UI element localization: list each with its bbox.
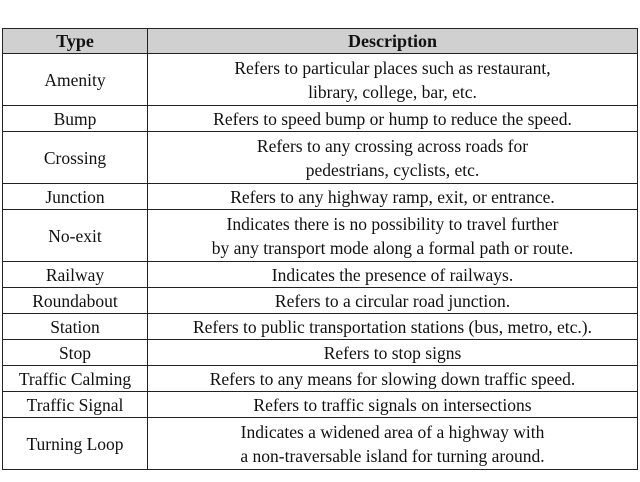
type-cell: Traffic Calming xyxy=(3,366,148,392)
description-cell xyxy=(148,392,638,418)
table-row xyxy=(3,340,638,366)
description-cell xyxy=(148,262,638,288)
table-row xyxy=(3,418,638,470)
header-description: Description xyxy=(148,29,638,54)
description-cell xyxy=(148,184,638,210)
header-type: Type xyxy=(3,29,148,54)
type-cell: Junction xyxy=(3,184,148,210)
description-cell xyxy=(148,106,638,132)
description-line: Refers to any highway ramp, exit, or entrance. xyxy=(230,186,555,207)
description-line: by any transport mode along a formal path or route. xyxy=(211,237,574,258)
type-cell: Railway xyxy=(3,262,148,288)
description-cell xyxy=(148,54,638,106)
description-cell xyxy=(148,210,638,262)
feature-type-table xyxy=(2,28,638,470)
description-line: Refers to speed bump or hump to reduce the speed. xyxy=(213,108,572,129)
type-cell: Crossing xyxy=(3,132,148,184)
description-cell xyxy=(148,366,638,392)
table-row xyxy=(3,288,638,314)
type-cell: Station xyxy=(3,314,148,340)
description-line: Refers to traffic signals on intersections xyxy=(253,394,532,415)
description-cell xyxy=(148,132,638,184)
table-row xyxy=(3,366,638,392)
description-line: pedestrians, cyclists, etc. xyxy=(305,159,480,180)
description-cell xyxy=(148,340,638,366)
type-cell: Turning Loop xyxy=(3,418,148,470)
description-line: a non-traversable island for turning around. xyxy=(240,445,545,466)
table-row xyxy=(3,132,638,184)
table-row xyxy=(3,106,638,132)
description-line: Refers to stop signs xyxy=(323,342,462,363)
type-cell: No-exit xyxy=(3,210,148,262)
description-cell xyxy=(148,418,638,470)
description-line: library, college, bar, etc. xyxy=(308,81,477,102)
description-line: Indicates the presence of railways. xyxy=(271,264,514,285)
description-line: Refers to public transportation stations (bus, metro, etc.). xyxy=(192,316,592,337)
description-line: Refers to any means for slowing down traffic speed. xyxy=(209,368,576,389)
type-cell: Bump xyxy=(3,106,148,132)
type-cell: Amenity xyxy=(3,54,148,106)
description-cell xyxy=(148,288,638,314)
description-line: Indicates there is no possibility to travel further xyxy=(226,213,559,234)
table-header-row xyxy=(3,29,638,54)
description-cell xyxy=(148,314,638,340)
type-cell: Roundabout xyxy=(3,288,148,314)
table-row xyxy=(3,392,638,418)
description-line: Refers to a circular road junction. xyxy=(274,290,511,311)
description-line: Refers to any crossing across roads for xyxy=(256,135,529,156)
type-cell: Stop xyxy=(3,340,148,366)
table-row xyxy=(3,184,638,210)
type-cell: Traffic Signal xyxy=(3,392,148,418)
table-row xyxy=(3,314,638,340)
table-row xyxy=(3,210,638,262)
description-line: Refers to particular places such as restaurant, xyxy=(234,57,551,78)
table-row xyxy=(3,262,638,288)
description-line: Indicates a widened area of a highway with xyxy=(240,421,545,442)
table-row xyxy=(3,54,638,106)
